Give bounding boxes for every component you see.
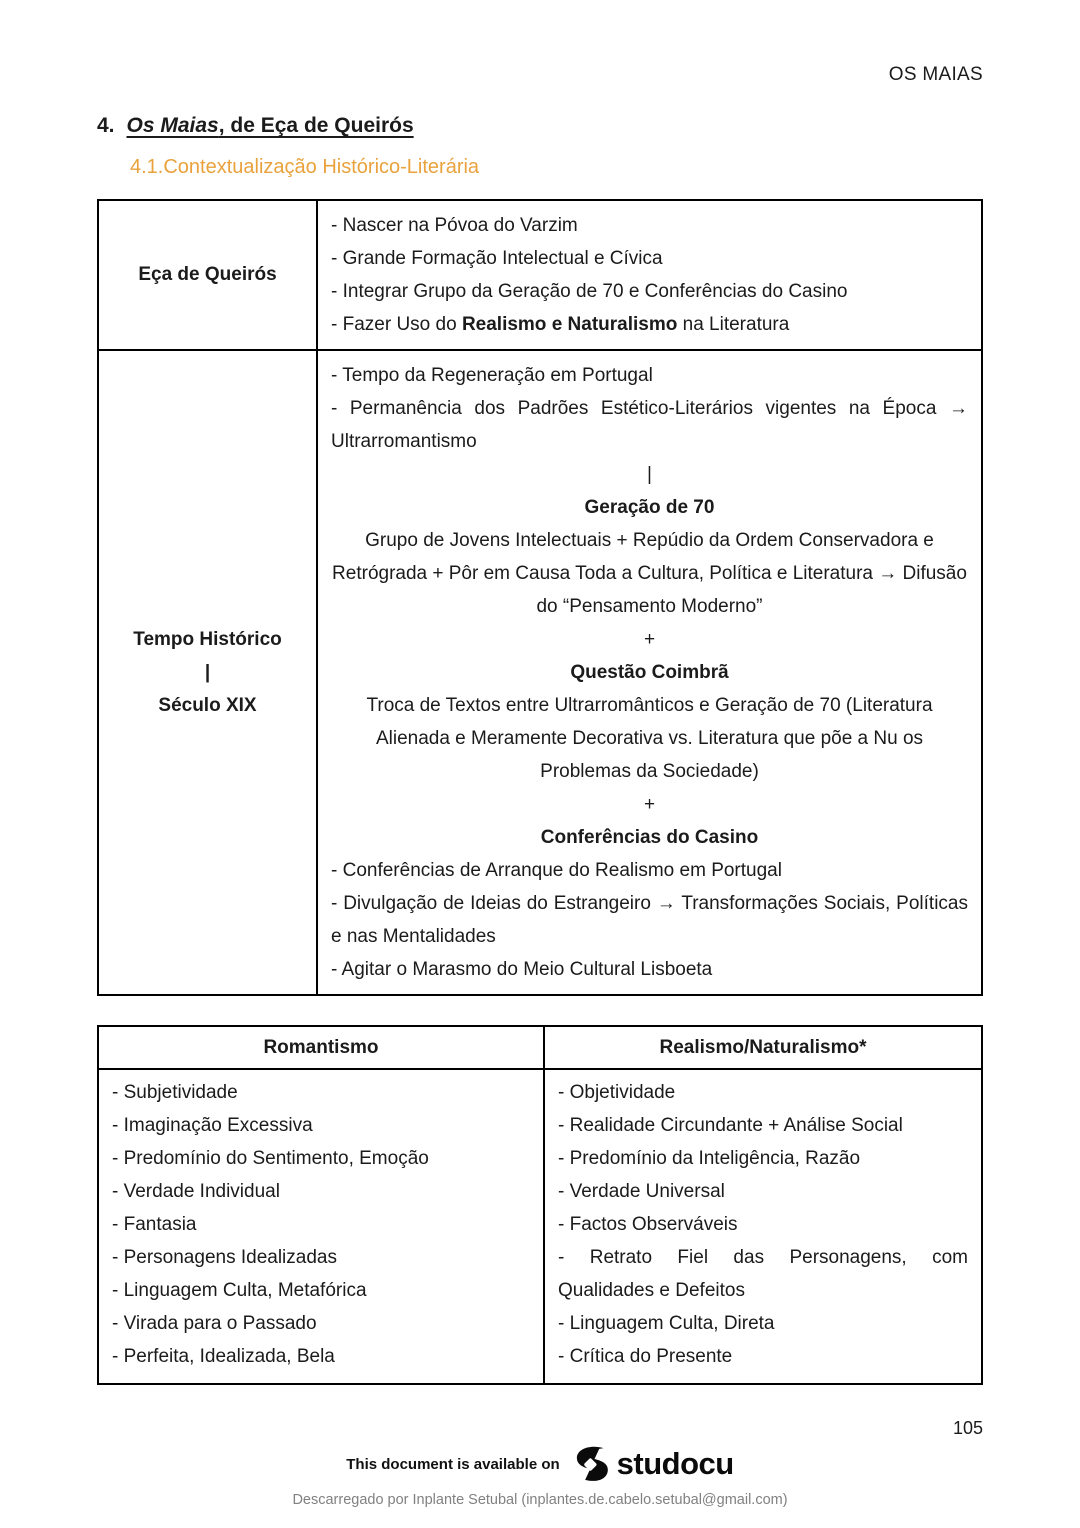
text-line: - Perfeita, Idealizada, Bela: [112, 1346, 335, 1367]
table-label-tempo-historico: [99, 351, 318, 994]
text-line: - Grande Formação Intelectual e Cívica: [331, 248, 663, 269]
text-line: - Verdade Universal: [558, 1181, 725, 1202]
text-line: - Crítica do Presente: [558, 1346, 733, 1367]
text-line: Conferências do Casino: [540, 827, 759, 848]
text-line: - Integrar Grupo da Geração de 70 e Conferências do Casino: [331, 281, 848, 302]
column-header-romantismo: Romantismo: [99, 1027, 545, 1070]
text-line: - Predomínio do Sentimento, Emoção: [112, 1148, 429, 1169]
text-line: Grupo de Jovens Intelectuais + Repúdio da Ordem Conservadora e Retrógrada + Pôr em Causa Toda a Cultura, Política e Literatura → Difusão do “Pensamento Moderno”: [332, 530, 967, 617]
comparison-table: [97, 1025, 983, 1385]
running-header: OS MAIAS: [888, 64, 983, 85]
text-line: - Fazer Uso do Realismo e Naturalismo na Literatura: [331, 314, 790, 335]
table-cell-realismo-list: [545, 1070, 981, 1383]
text-line: |: [647, 464, 652, 485]
section-title: [127, 114, 414, 138]
context-table: [97, 199, 983, 996]
text-line: - Fantasia: [112, 1214, 197, 1235]
footer-brand-row: [0, 1446, 1080, 1482]
text-line: - Objetividade: [558, 1082, 676, 1103]
section-number: 4.: [97, 114, 115, 137]
text-line: Questão Coimbrã: [570, 662, 729, 683]
text-line: - Retrato Fiel das Personagens, com Qualidades e Defeitos: [558, 1247, 968, 1301]
text-line: +: [643, 794, 656, 815]
text-line: Tempo Histórico: [133, 629, 282, 650]
studocu-logo-icon: [574, 1446, 610, 1482]
text-line: - Factos Observáveis: [558, 1214, 738, 1235]
text-line: - Personagens Idealizadas: [112, 1247, 337, 1268]
studocu-wordmark: studocu: [616, 1446, 734, 1481]
table-cell-romantismo-list: [99, 1070, 545, 1383]
text-line: - Realidade Circundante + Análise Social: [558, 1115, 903, 1136]
text-line: - Divulgação de Ideias do Estrangeiro → Transformações Sociais, Políticas e nas Mentalidades: [331, 893, 968, 947]
subsection-heading: 4.1.Contextualização Histórico-Literária: [130, 156, 480, 178]
text-line: |: [204, 662, 211, 683]
footer-available-text: This document is available on: [346, 1455, 560, 1473]
section-heading: [97, 114, 983, 138]
text-line: +: [643, 629, 656, 650]
text-line: - Linguagem Culta, Direta: [558, 1313, 775, 1334]
page-number: 105: [952, 1418, 983, 1438]
text-line: - Imaginação Excessiva: [112, 1115, 313, 1136]
text-line: - Subjetividade: [112, 1082, 238, 1103]
text-line: - Linguagem Culta, Metafórica: [112, 1280, 367, 1301]
text-line: - Verdade Individual: [112, 1181, 280, 1202]
table-cell-tempo-content: [318, 351, 981, 994]
section-title-rest: , de Eça de Queirós: [218, 114, 414, 137]
text-line: Troca de Textos entre Ultrarromânticos e Geração de 70 (Literatura Alienada e Meramente Decorativa vs. Literatura que põe a Nu os Problemas da Sociedade): [366, 695, 933, 782]
section-title-italic: Os Maias: [126, 114, 219, 137]
text-line: Geração de 70: [584, 497, 715, 518]
text-line: - Permanência dos Padrões Estético-Literários vigentes na Época → Ultrarromantismo: [331, 398, 968, 452]
studocu-lockup: [574, 1446, 734, 1482]
text-line: - Tempo da Regeneração em Portugal: [331, 365, 653, 386]
text-line: Século XIX: [158, 695, 257, 716]
table-cell-eca-content: [318, 201, 981, 351]
text-line: - Agitar o Marasmo do Meio Cultural Lisboeta: [331, 959, 713, 980]
footer-download-note: Descarregado por Inplante Setubal (inplantes.de.cabelo.setubal@gmail.com): [292, 1492, 788, 1508]
text-line: - Conferências de Arranque do Realismo em Portugal: [331, 860, 782, 881]
table-label-eca-de-queiros: Eça de Queirós: [99, 201, 318, 351]
text-line: - Nascer na Póvoa do Varzim: [331, 215, 578, 236]
text-line: - Predomínio da Inteligência, Razão: [558, 1148, 861, 1169]
text-line: - Virada para o Passado: [112, 1313, 317, 1334]
column-header-realismo: Realismo/Naturalismo*: [545, 1027, 981, 1070]
